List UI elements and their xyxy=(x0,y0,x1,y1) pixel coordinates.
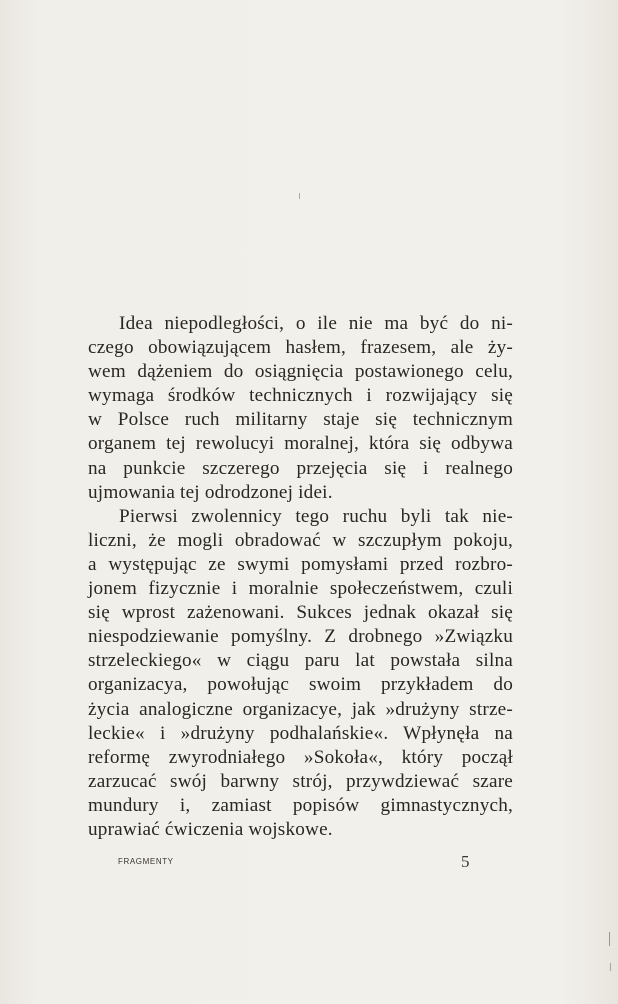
body-text xyxy=(88,312,513,842)
text-line: Idea niepodległości, o ile nie ma być do ni- xyxy=(119,313,513,334)
text-line: życia analogiczne organizacye, jak »drużyny strze- xyxy=(88,698,513,720)
text-line: wem dążeniem do osiągnięcia postawionego celu, xyxy=(88,361,513,383)
text-line: reformę zwyrodniałego »Sokoła«, który począł xyxy=(88,746,513,768)
text-line: ujmowania tej odrodzonej idei. xyxy=(88,481,333,503)
text-line: leckie« i »drużyny podhalańskie«. Wpłynęła na xyxy=(88,722,513,744)
paragraph-2 xyxy=(88,505,513,842)
text-line: jonem fizycznie i moralnie społeczeństwem, czuli xyxy=(88,578,513,600)
paragraph-1 xyxy=(88,312,513,505)
text-line: uprawiać ćwiczenia wojskowe. xyxy=(88,818,333,840)
page-number: 5 xyxy=(461,852,470,871)
text-line: mundury i, zamiast popisów gimnastycznych, xyxy=(88,794,513,816)
text-line: w Polsce ruch militarny staje się technicznym xyxy=(88,409,513,431)
text-line: organizacya, powołując swoim przykładem do xyxy=(88,674,513,696)
text-line: się wprost zażenowani. Sukces jednak okazał się xyxy=(88,602,513,624)
text-line: wymaga środków technicznych i rozwijający się xyxy=(88,385,513,407)
text-line: a występując ze swymi pomysłami przed rozbro- xyxy=(88,553,513,575)
margin-mark xyxy=(610,963,611,971)
text-line: na punkcie szczerego przejęcia się i realnego xyxy=(88,457,513,479)
text-line: strzeleckiego« w ciągu paru lat powstała silna xyxy=(88,650,513,672)
text-line: zarzucać swój barwny strój, przywdziewać szare xyxy=(88,770,513,792)
text-line: niespodziewanie pomyślny. Z drobnego »Związku xyxy=(88,626,513,648)
printer-signature: FRAGMENTY xyxy=(118,857,174,866)
text-line: Pierwsi zwolennicy tego ruchu byli tak nie- xyxy=(119,505,513,527)
text-line: organem tej rewolucyi moralnej, która się odbywa xyxy=(88,433,513,455)
text-line: czego obowiązującem hasłem, frazesem, ale ży- xyxy=(88,337,513,359)
paper-speck xyxy=(299,193,300,199)
text-line: liczni, że mogli obradować w szczupłym pokoju, xyxy=(88,529,513,551)
margin-mark xyxy=(609,932,610,946)
